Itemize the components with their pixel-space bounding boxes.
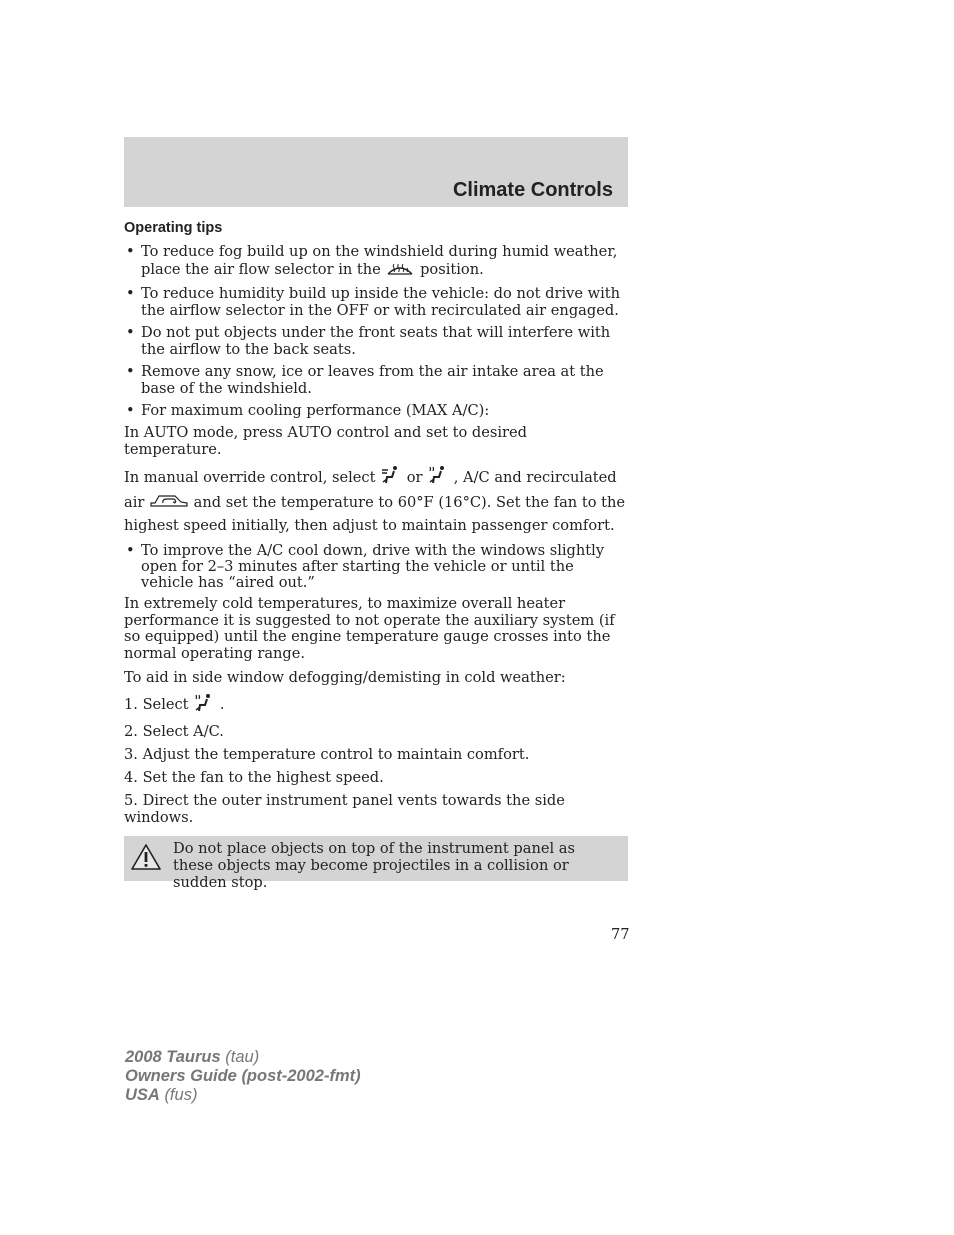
tips-list — [124, 243, 628, 419]
recirculated-air-icon — [149, 491, 189, 515]
subhead: Operating tips — [124, 220, 223, 236]
defrost-icon — [385, 260, 415, 280]
step-3: 3. Adjust the temperature control to maintain comfort. — [124, 746, 530, 763]
list-item: • Do not put objects under the front seats that will interfere with the airflow to the back seats. — [126, 324, 611, 358]
step-5: 5. Direct the outer instrument panel vents towards the side windows. — [124, 792, 565, 826]
auto-paragraph: In AUTO mode, press AUTO control and set to desired temperature. — [124, 424, 527, 458]
step-2: 2. Select A/C. — [124, 723, 224, 740]
page-number: 77 — [611, 926, 630, 943]
warning-box — [124, 836, 628, 891]
floor-defrost-vent-icon — [193, 693, 215, 717]
list-item: • For maximum cooling performance (MAX A/C): — [126, 402, 490, 419]
defog-steps — [124, 693, 628, 826]
list-item: • To reduce humidity build up inside the vehicle: do not drive with the airflow selector in the OFF or with recirculated air engaged. — [126, 285, 621, 319]
defog-intro: To aid in side window defogging/demisting in cold weather: — [124, 669, 566, 686]
footer-line-1: 2008 Taurus (tau) — [125, 1048, 260, 1066]
header-band — [124, 137, 628, 207]
list-item: • To improve the A/C cool down, drive with the windows slightly open for 2–3 minutes after starting the vehicle or until the vehicle has “aired out.” — [126, 542, 605, 591]
step-4: 4. Set the fan to the highest speed. — [124, 769, 384, 786]
section-title: Climate Controls — [452, 179, 613, 201]
footer — [125, 1048, 361, 1105]
manual-paragraph: In manual override control, select or , A/C and recirculated air and set the temperature to 60°F (16°C). Set the fan to the highest speed initially, then adjust to maintain passenger comfort. — [124, 465, 628, 536]
panel-floor-vent-icon — [380, 465, 402, 491]
warning-triangle-icon — [130, 843, 162, 875]
page-content — [124, 220, 628, 891]
footer-line-3: USA (fus) — [125, 1086, 198, 1104]
list-item: • To reduce fog build up on the windshield during humid weather, place the air flow selector in the position. — [126, 243, 618, 278]
footer-line-2: Owners Guide (post-2002-fmt) — [125, 1067, 361, 1085]
cooldown-list — [124, 543, 628, 591]
list-item: • Remove any snow, ice or leaves from the air intake area at the base of the windshield. — [126, 363, 604, 397]
floor-defrost-vent-icon — [427, 465, 449, 491]
step-1: 1. Select . — [124, 693, 628, 717]
cold-paragraph: In extremely cold temperatures, to maximize overall heater performance it is suggested to not operate the auxiliary system (if so equipped) until the engine temperature gauge crosses into the normal operating range. — [124, 595, 615, 662]
warning-text: Do not place objects on top of the instrument panel as these objects may become projectiles in a collision or sudden stop. — [173, 840, 575, 891]
